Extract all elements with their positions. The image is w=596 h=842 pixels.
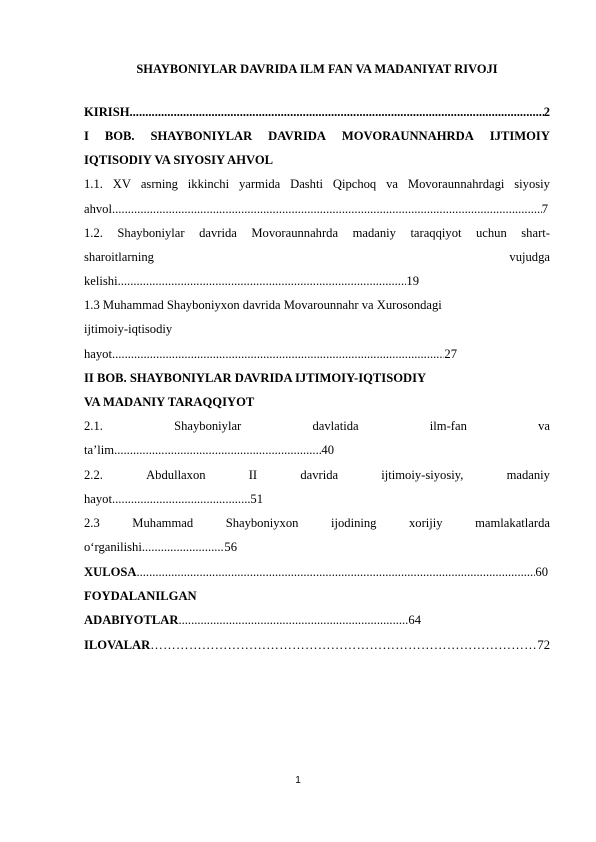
toc-section-2-2-line1: [84, 466, 550, 484]
toc-leader: [142, 538, 225, 556]
toc-word: Shayboniyxon: [225, 516, 299, 530]
toc-word: MOVORAUNNAHRDA: [341, 129, 474, 143]
toc-section-1-1-line1: [84, 175, 550, 193]
toc-entry-xulosa: [84, 563, 548, 581]
toc-page-number: 40: [321, 443, 334, 457]
toc-word: Qipchoq: [332, 177, 377, 191]
toc-word: 1.2.: [84, 226, 103, 240]
toc-entry-adabiyotlar-line2: [84, 611, 421, 629]
toc-leader: [114, 441, 321, 459]
toc-word: ijtimoiy-siyosiy,: [381, 468, 464, 482]
toc-word: Movoraunnahrdagi: [407, 177, 505, 191]
toc-word: sharoitlarning: [84, 250, 154, 264]
toc-word: davlatida: [312, 419, 359, 433]
toc-word: 2.2.: [84, 468, 103, 482]
toc-leader: [112, 200, 542, 218]
toc-section-1-3-line1: 1.3 Muhammad Shayboniyxon davrida Movarounnahr va Xurosondagi: [84, 298, 442, 312]
toc-leader: [112, 345, 444, 363]
toc-label: hayot: [84, 492, 112, 506]
toc-word: ijodining: [330, 516, 377, 530]
toc-word: davrida: [199, 226, 237, 240]
toc-entry-adabiyotlar-line1: FOYDALANILGAN: [84, 589, 197, 603]
toc-word: BOB.: [104, 129, 135, 143]
toc-word: vujudga: [509, 250, 550, 264]
toc-word: Shayboniylar: [117, 226, 185, 240]
toc-word: Movoraunnahrda: [251, 226, 339, 240]
toc-word: I: [84, 129, 89, 143]
toc-section-1-1-line2: [84, 200, 548, 218]
toc-word: Shayboniylar: [174, 419, 242, 433]
toc-leader: [150, 636, 537, 654]
toc-word: asrning: [140, 177, 178, 191]
toc-page-number: 27: [444, 347, 457, 361]
toc-word: taraqqiyot: [410, 226, 462, 240]
toc-section-2-3-line1: [84, 514, 550, 532]
toc-word: XV: [112, 177, 131, 191]
toc-leader: [118, 272, 407, 290]
toc-page-number: 2: [543, 105, 550, 119]
toc-chapter-1-line1: [84, 127, 550, 145]
toc-word: xorijiy: [409, 516, 443, 530]
toc-chapter-2-line2: VA MADANIY TARAQQIYOT: [84, 395, 255, 409]
toc-page-number: 19: [406, 274, 419, 288]
toc-word: siyosiy: [514, 177, 550, 191]
toc-page-number: 60: [535, 565, 548, 579]
toc-label: kelishi: [84, 274, 118, 288]
toc-word: SHAYBONIYLAR: [150, 129, 253, 143]
toc-entry-ilovalar: [84, 636, 550, 654]
document-title: SHAYBONIYLAR DAVRIDA ILM FAN VA MADANIYAT RIVOJI: [136, 62, 498, 76]
toc-section-2-2-line2: [84, 490, 263, 508]
toc-word: madaniy: [352, 226, 396, 240]
toc-word: 2.3: [84, 516, 100, 530]
toc-label: o‘rganilishi: [84, 540, 142, 554]
toc-word: DAVRIDA: [268, 129, 326, 143]
toc-page-number: 56: [224, 540, 237, 554]
toc-word: va: [386, 177, 398, 191]
toc-label: ADABIYOTLAR: [84, 613, 179, 627]
toc-word: 2.1.: [84, 419, 103, 433]
toc-page-number: 64: [408, 613, 421, 627]
toc-word: uchun: [476, 226, 507, 240]
toc-word: mamlakatlarda: [475, 516, 550, 530]
toc-word: IJTIMOIY: [489, 129, 550, 143]
toc-section-1-2-line2: [84, 248, 550, 266]
toc-label: hayot: [84, 347, 112, 361]
toc-word: davrida: [300, 468, 339, 482]
toc-word: Abdullaxon: [146, 468, 206, 482]
toc-section-2-1-line2: [84, 441, 334, 459]
toc-entry-kirish: [84, 103, 550, 121]
toc-section-2-1-line1: [84, 417, 550, 435]
toc-chapter-2-line1: II BOB. SHAYBONIYLAR DAVRIDA IJTIMOIY-IQTISODIY: [84, 371, 427, 385]
toc-label: ta’lim: [84, 443, 115, 457]
page-number: 1: [295, 775, 301, 786]
toc-label: KIRISH: [84, 105, 130, 119]
toc-word: va: [538, 419, 550, 433]
toc-label: XULOSA: [84, 565, 137, 579]
toc-section-1-2-line1: [84, 224, 550, 242]
toc-word: ilm-fan: [429, 419, 467, 433]
toc-label: ILOVALAR: [84, 638, 151, 652]
toc-page-number: 51: [250, 492, 263, 506]
toc-word: madaniy: [506, 468, 550, 482]
toc-leader: [112, 490, 250, 508]
toc-leader: [136, 563, 535, 581]
toc-section-1-3-line2: ijtimoiy-iqtisodiy: [84, 322, 173, 336]
toc-word: ikkinchi: [187, 177, 230, 191]
toc-section-2-3-line2: [84, 538, 237, 556]
toc-section-1-2-line3: [84, 272, 419, 290]
toc-leader: [178, 611, 408, 629]
toc-word: shart-: [521, 226, 550, 240]
toc-page-number: 72: [537, 638, 550, 652]
toc-page-number: 7: [541, 202, 548, 216]
toc-leader: [130, 103, 544, 121]
toc-word: Muhammad: [132, 516, 194, 530]
toc-word: 1.1.: [84, 177, 103, 191]
toc-label: ahvol: [84, 202, 112, 216]
toc-word: II: [248, 468, 258, 482]
toc-section-1-3-line3: [84, 345, 457, 363]
toc-word: yarmida: [238, 177, 281, 191]
toc-word: Dashti: [290, 177, 323, 191]
toc-chapter-1-line2: IQTISODIY VA SIYOSIY AHVOL: [84, 153, 274, 167]
